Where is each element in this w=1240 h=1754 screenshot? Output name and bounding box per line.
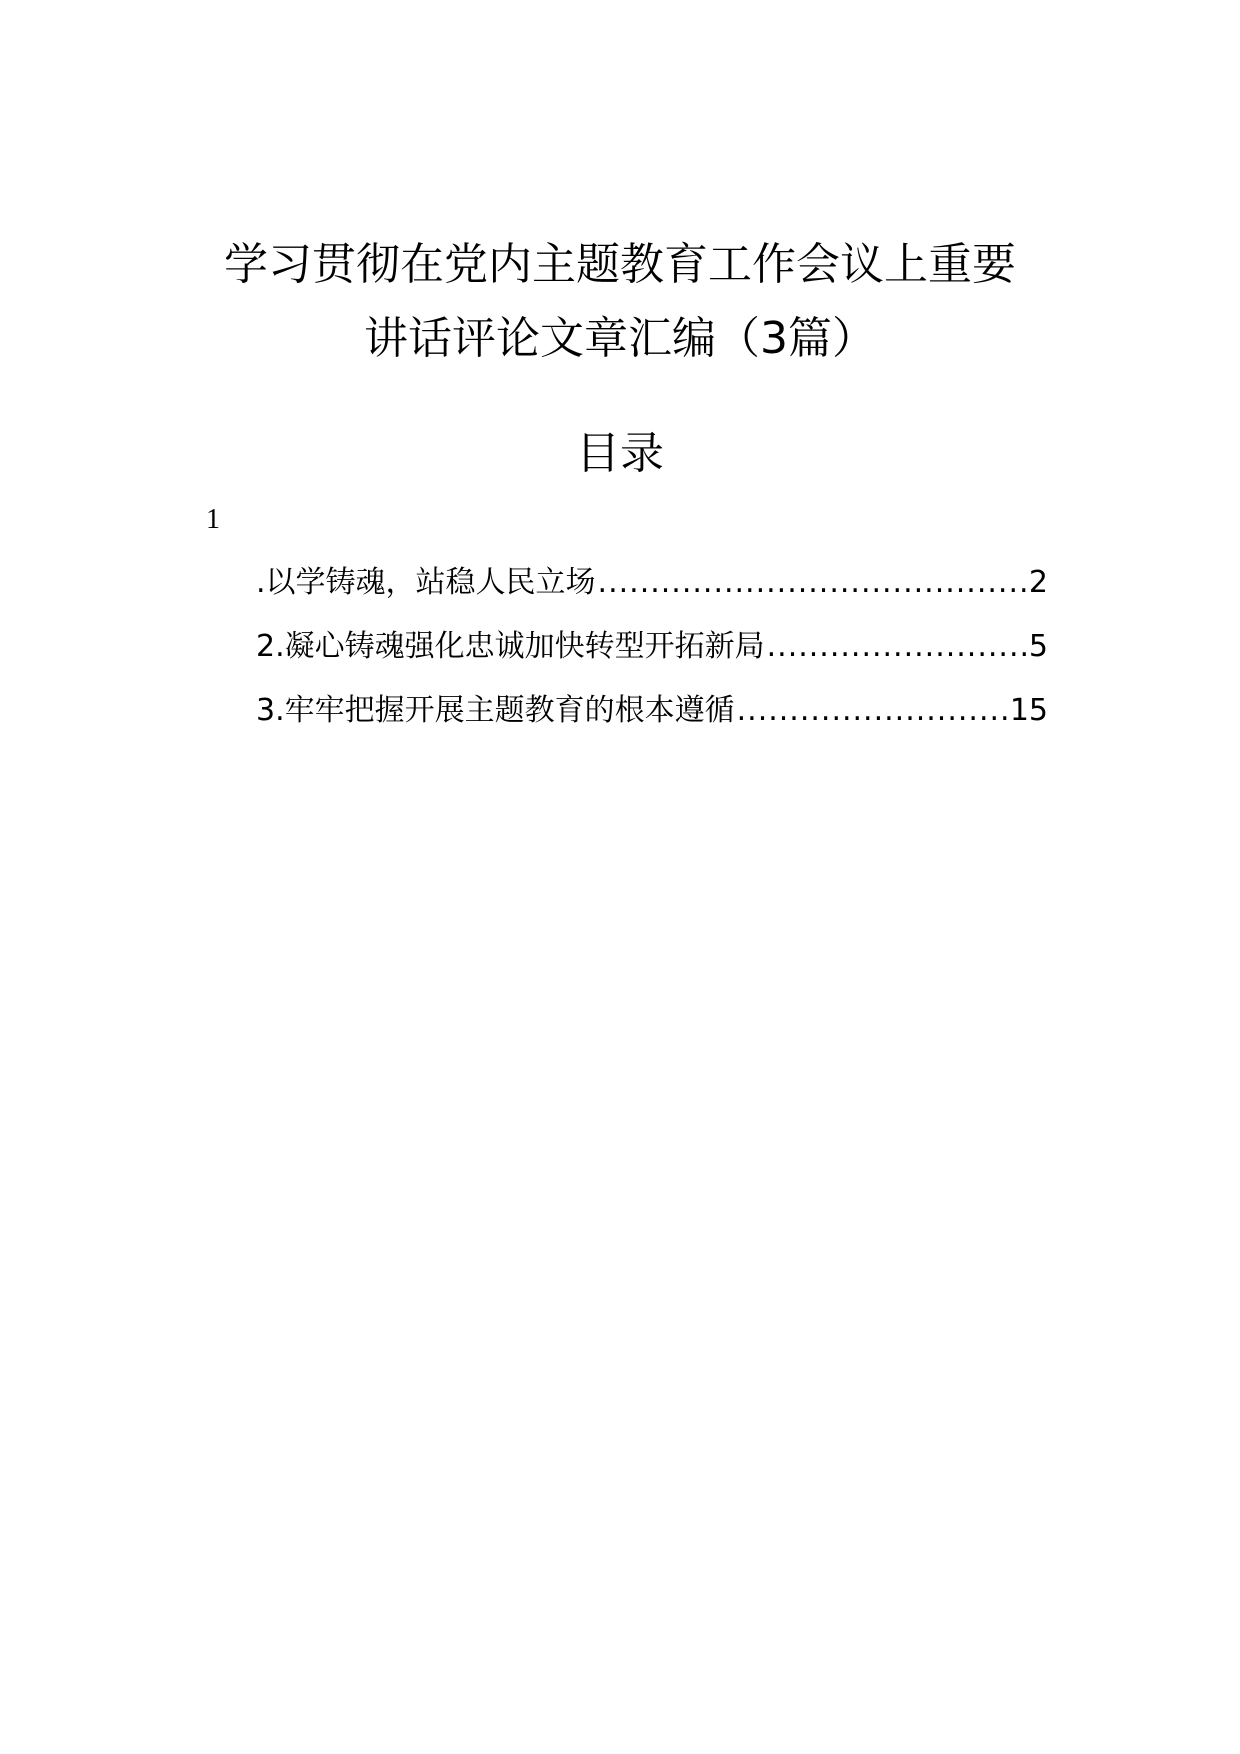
title-line-1: 学习贯彻在党内主题教育工作会议上重要 bbox=[224, 239, 1016, 290]
toc-entry[interactable] bbox=[256, 626, 1048, 688]
toc-entry-page: 5 bbox=[1028, 629, 1048, 664]
table-of-contents bbox=[256, 562, 1048, 752]
toc-leader-dots bbox=[598, 562, 1027, 604]
toc-leader-dots bbox=[737, 690, 1008, 732]
toc-heading: 目录 bbox=[576, 428, 664, 479]
toc-entry-title: 3.牢牢把握开展主题教育的根本遵循 bbox=[256, 693, 735, 728]
toc-leader-dots bbox=[767, 626, 1027, 668]
title-line-2: 讲话评论文章汇编（3篇） bbox=[364, 313, 876, 364]
toc-entry-title: .以学铸魂，站稳人民立场 bbox=[256, 565, 596, 600]
toc-entry[interactable] bbox=[256, 690, 1048, 752]
toc-entry-title: 2.凝心铸魂强化忠诚加快转型开拓新局 bbox=[256, 629, 765, 664]
toc-entry-page: 2 bbox=[1028, 565, 1048, 600]
document-title bbox=[150, 228, 1090, 376]
toc-entry[interactable] bbox=[256, 562, 1048, 624]
section-number: 1 bbox=[206, 504, 220, 535]
toc-entry-page: 15 bbox=[1009, 693, 1048, 728]
